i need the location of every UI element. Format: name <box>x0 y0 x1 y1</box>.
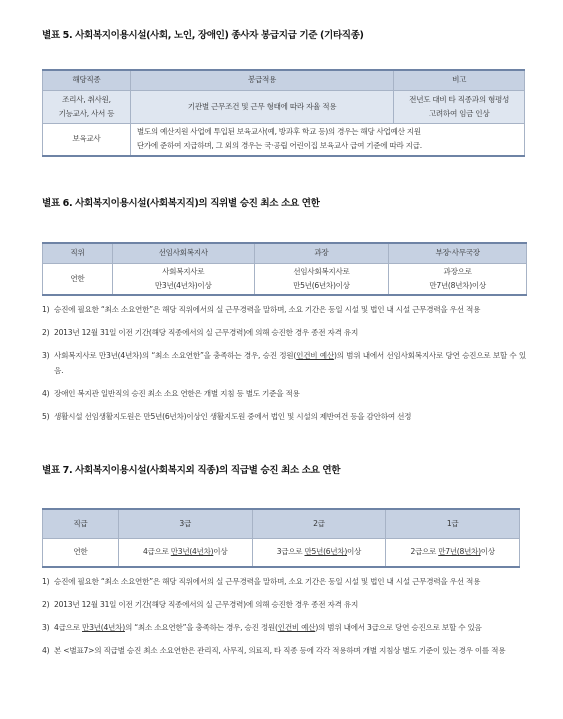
note-number: 1) <box>42 577 50 586</box>
note-text-part: 4급으로 <box>54 623 83 632</box>
table6-header-manager: 과장 <box>254 243 389 263</box>
table6-cell <box>112 263 254 295</box>
table6-cell-line: 만5년(6년차)이상 <box>293 280 350 290</box>
table5-job-line: 조리사, 취사원, <box>62 94 111 104</box>
table5-job-cell <box>43 90 131 123</box>
table5-pay-line: 별도의 예산지원 사업에 투입된 보육교사(예, 방과후 학교 등)의 경우는 해당 사업예산 지원 <box>136 127 421 137</box>
note-text-part: 의 “최소 소요연한”을 충족하는 경우, 승진 정원( <box>124 623 278 632</box>
note-number: 4) <box>42 389 50 398</box>
note-number: 3) <box>42 623 50 632</box>
table5-job-line: 기능교사, 사서 등 <box>58 108 115 118</box>
note-item <box>42 325 526 340</box>
table5-pay-line: 단가에 준하여 지급하며, 그 외의 경우는 국·공립 어린이집 보육교사 급여 기준에 따라 지급. <box>136 141 422 151</box>
note-item <box>42 302 526 317</box>
table5-row <box>43 123 525 156</box>
table5-header-job: 해당직종 <box>43 70 131 90</box>
note-underlined: 인건비 예산 <box>277 623 316 632</box>
table6-header-senior: 선임사회복지사 <box>112 243 254 263</box>
note-item <box>42 386 526 401</box>
table6-cell-line: 과장으로 <box>443 266 472 276</box>
table5-pay-cell <box>130 123 524 156</box>
table6-header-row <box>43 243 527 263</box>
note-text <box>54 348 526 378</box>
note-number: 5) <box>42 412 50 421</box>
table5-header-pay: 봉급적용 <box>130 70 393 90</box>
table6-row-label: 연한 <box>43 263 113 295</box>
table5-note-line: 전년도 대비 타 직종과의 형평성 <box>409 94 510 104</box>
note-text <box>54 620 526 635</box>
note-text: 승진에 필요한 “최소 소요연한”은 해당 직위에서의 실 근무경력을 말하며, 소요 기간은 동일 시설 및 법인 내 시설 근무경력을 우선 적용 <box>54 577 481 586</box>
table7-header-row <box>43 509 520 538</box>
table7-cell-underlined: 만7년(8년차) <box>438 547 481 557</box>
table6-title: 별표 6. 사회복지이용시설(사회복지직)의 직위별 승진 최소 소요 연한 <box>42 198 320 209</box>
table5-row <box>43 90 525 123</box>
table7-cell-text: 이상 <box>347 547 362 557</box>
table7-row-label: 연한 <box>43 538 119 567</box>
table6-cell <box>389 263 527 295</box>
note-underlined: 인건비 예산 <box>296 351 334 360</box>
table5-header-note: 비고 <box>394 70 525 90</box>
note-number: 3) <box>42 351 50 360</box>
note-text-part: 사회복지사로 만3년(4년차)의 “최소 소요연한”을 충족하는 경우, 승진 정원( <box>54 351 297 360</box>
table7-cell-text: 이상 <box>480 547 495 557</box>
note-number: 4) <box>42 646 50 655</box>
table6-cell-line: 사회복지사로 <box>162 266 205 276</box>
note-item <box>42 643 526 658</box>
table6-cell-line: 선임사회복지사로 <box>293 266 350 276</box>
table7-cell-underlined: 만5년(6년차) <box>304 547 347 557</box>
table7-cell-text: 4급으로 <box>143 547 171 557</box>
table6-notes <box>42 302 526 432</box>
table6-cell-line: 만3년(4년차)이상 <box>154 280 212 290</box>
table7-header-grade3: 3급 <box>118 509 252 538</box>
table7-cell-text: 3급으로 <box>276 547 305 557</box>
note-text: 장애인 복지관 일반직의 승진 최소 소요 연한은 개별 지침 등 별도 기준을 적용 <box>54 389 300 398</box>
note-number: 1) <box>42 305 50 314</box>
table7-cell <box>252 538 386 567</box>
note-text: 2013년 12월 31일 이전 기간(해당 직종에서의 실 근무경력)에 의해 승진한 경우 종전 자격 유지 <box>54 328 359 337</box>
table6 <box>42 242 527 296</box>
note-text: 본 <별표7>의 직급별 승진 최소 소요연한은 관리직, 사무직, 의료직, 타 직종 등에 각각 적용하며 개별 지침상 별도 기준이 있는 경우 이를 적용 <box>54 646 506 655</box>
table7-row <box>43 538 520 567</box>
table7-header-grade1: 1급 <box>386 509 520 538</box>
note-text: 2013년 12월 31일 이전 기간(해당 직종에서의 실 근무경력)에 의해 승진한 경우 종전 자격 유지 <box>54 600 359 609</box>
table7-cell-text: 2급으로 <box>410 547 439 557</box>
note-text: 승진에 필요한 “최소 소요연한”은 해당 직위에서의 실 근무경력을 말하며, 소요 기간은 동일 시설 및 법인 내 시설 근무경력을 우선 적용 <box>54 305 481 314</box>
table7-cell-text: 이상 <box>213 547 228 557</box>
table5-title: 별표 5. 사회복지이용시설(사회, 노인, 장애인) 종사자 봉급지급 기준 (기타직종) <box>42 30 364 41</box>
note-text: 생활시설 선임생활지도원은 만5년(6년차)이상인 생활지도원 중에서 법인 및 시설의 제반여건 등을 감안하여 선정 <box>54 412 412 421</box>
table7-header-grade: 직급 <box>43 509 119 538</box>
note-number: 2) <box>42 600 50 609</box>
note-text-part: )의 범위 내에서 3급으로 당연 승진으로 보할 수 있음 <box>315 623 482 632</box>
table7-header-grade2: 2급 <box>252 509 386 538</box>
table7-cell-underlined: 만3년(4년차) <box>170 547 214 557</box>
table5-note-cell <box>394 90 525 123</box>
table5-note-line: 고려하여 임금 인상 <box>428 108 490 118</box>
table6-cell <box>254 263 389 295</box>
table5-job-cell: 보육교사 <box>43 123 131 156</box>
note-item <box>42 597 526 612</box>
note-item <box>42 620 526 635</box>
note-item <box>42 409 526 424</box>
note-item <box>42 574 526 589</box>
note-number: 2) <box>42 328 50 337</box>
table7-cell <box>386 538 520 567</box>
table6-row <box>43 263 527 295</box>
note-item <box>42 348 526 378</box>
note-text-part: )의 범위 내에서 선임사회복지사로 당연 승진으로 보할 수 있음. <box>54 351 527 375</box>
table5-header-row <box>43 70 525 90</box>
note-underlined: 만3년(4년차) <box>82 623 125 632</box>
table5-pay-cell: 기관별 근무조건 및 근무 형태에 따라 자율 적용 <box>130 90 393 123</box>
table5 <box>42 69 525 157</box>
table7-title: 별표 7. 사회복지이용시설(사회복지외 직종)의 직급별 승진 최소 소요 연한 <box>42 465 341 476</box>
table7 <box>42 508 520 568</box>
table7-notes <box>42 574 526 666</box>
table7-cell <box>118 538 252 567</box>
table6-cell-line: 만7년(8년차)이상 <box>429 280 486 290</box>
table6-header-director: 부장·사무국장 <box>389 243 527 263</box>
table6-header-position: 직위 <box>43 243 113 263</box>
